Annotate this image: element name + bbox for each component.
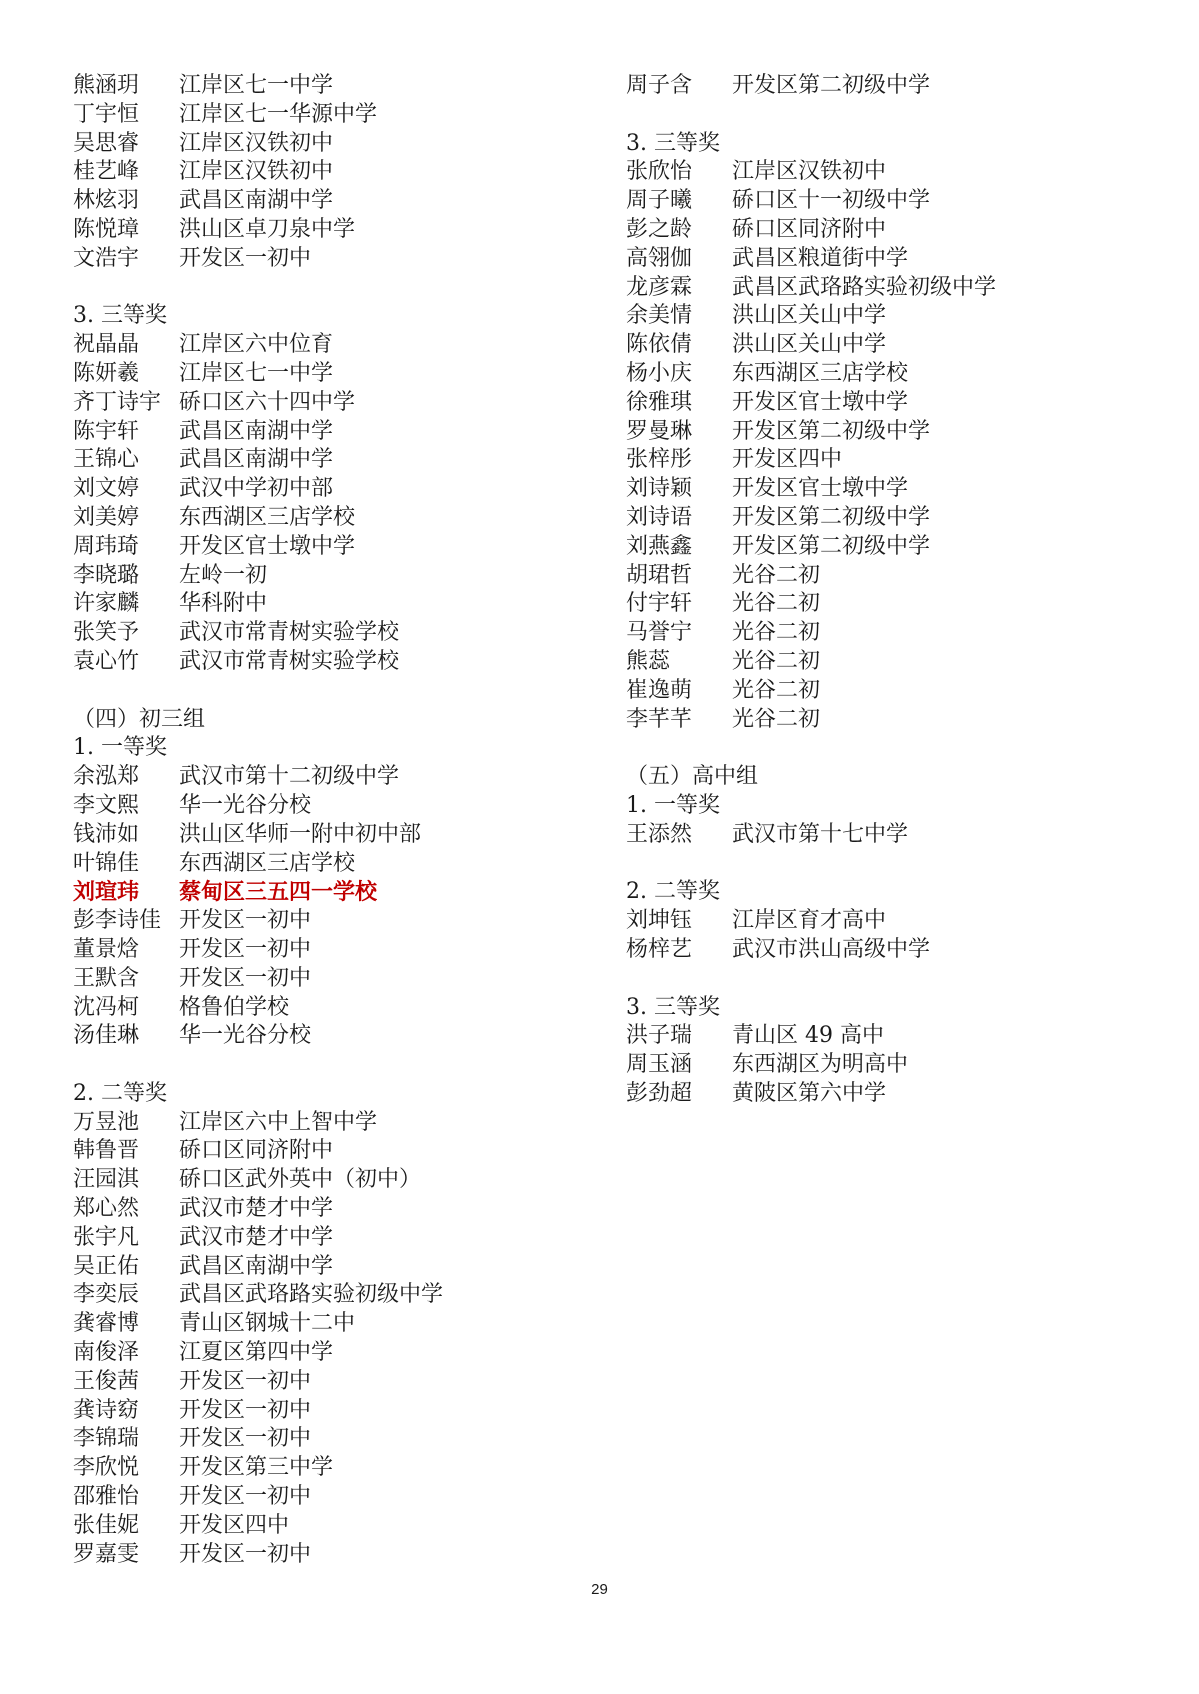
school-name: 武汉市楚才中学 — [179, 1196, 334, 1222]
student-name: 吴思睿 — [73, 130, 140, 156]
award-entry — [73, 533, 593, 562]
award-entry — [73, 1109, 593, 1138]
award-entry — [73, 850, 593, 879]
right-column — [626, 72, 1146, 1109]
school-name: 江岸区六中上智中学 — [179, 1109, 378, 1135]
student-name: 龚睿博 — [73, 1311, 140, 1337]
student-name: 陈妍羲 — [73, 360, 140, 386]
school-name: 开发区四中 — [179, 1512, 290, 1538]
award-entry — [626, 590, 1146, 619]
spacer — [73, 274, 593, 303]
school-name: 洪山区关山中学 — [732, 332, 887, 358]
section-heading: 2. 二等奖 — [626, 879, 720, 905]
student-name: 桂艺峰 — [73, 159, 140, 185]
student-name: 彭之龄 — [626, 216, 693, 242]
school-name: 开发区一初中 — [179, 1484, 312, 1510]
award-entry — [73, 1425, 593, 1454]
school-name: 武汉市楚才中学 — [179, 1224, 334, 1250]
school-name: 华科附中 — [179, 591, 268, 617]
left-column — [73, 72, 593, 1569]
school-name: 开发区第二初级中学 — [732, 73, 931, 98]
student-name: 杨小庆 — [626, 360, 693, 386]
award-entry — [626, 475, 1146, 504]
award-entry — [73, 1397, 593, 1426]
award-entry — [73, 130, 593, 159]
student-name: 马誉宁 — [626, 620, 693, 646]
student-name: 丁宇恒 — [73, 101, 140, 127]
award-entry — [73, 907, 593, 936]
school-name: 开发区一初中 — [179, 936, 312, 962]
school-name: 武汉市常青树实验学校 — [179, 620, 400, 646]
award-entry — [73, 446, 593, 475]
award-entry — [73, 331, 593, 360]
student-name: 周子曦 — [626, 188, 693, 214]
school-name: 开发区一初中 — [179, 908, 312, 934]
student-name: 袁心竹 — [73, 648, 140, 674]
award-entry — [73, 1224, 593, 1253]
school-name: 左岭一初 — [179, 562, 268, 588]
student-name: 付宇轩 — [626, 591, 693, 617]
student-name: 刘燕鑫 — [626, 533, 693, 559]
school-name: 武汉市第十二初级中学 — [179, 764, 400, 790]
student-name: 崔逸萌 — [626, 677, 693, 703]
school-name: 开发区官士墩中学 — [179, 533, 356, 559]
student-name: 徐雅琪 — [626, 389, 693, 415]
award-entry — [73, 1253, 593, 1282]
student-name: 熊涵玥 — [73, 73, 140, 98]
school-name: 黄陂区第六中学 — [732, 1080, 887, 1106]
school-name: 硚口区同济附中 — [179, 1138, 334, 1164]
award-entry — [73, 562, 593, 591]
award-entry — [626, 821, 1146, 850]
award-entry — [626, 562, 1146, 591]
school-name: 洪山区关山中学 — [732, 303, 887, 329]
section-heading: （五）高中组 — [626, 764, 759, 790]
school-name: 东西湖区三店学校 — [732, 360, 909, 386]
student-name: 吴正佑 — [73, 1253, 140, 1279]
student-name: 张梓彤 — [626, 447, 693, 473]
student-name: 陈悦璋 — [73, 216, 140, 242]
section-heading: 1. 一等奖 — [73, 735, 167, 761]
student-name: 胡珺哲 — [626, 562, 693, 588]
award-entry — [73, 1339, 593, 1368]
student-name: 陈依倩 — [626, 332, 693, 358]
award-entry — [626, 360, 1146, 389]
student-name: 张欣怡 — [626, 159, 693, 185]
school-name: 开发区一初中 — [179, 1541, 312, 1567]
award-entry — [626, 418, 1146, 447]
school-name: 硚口区十一初级中学 — [732, 188, 931, 214]
award-entry — [73, 590, 593, 619]
award-entry — [73, 1512, 593, 1541]
award-entry — [73, 101, 593, 130]
section-heading: 3. 三等奖 — [626, 994, 720, 1020]
award-entry — [626, 331, 1146, 360]
student-name: 王添然 — [626, 821, 693, 847]
section-heading: 3. 三等奖 — [73, 303, 167, 329]
school-name: 开发区第三中学 — [179, 1455, 334, 1481]
student-name: 彭劲超 — [626, 1080, 693, 1106]
award-entry — [626, 245, 1146, 274]
student-name: 钱沛如 — [73, 821, 140, 847]
section-heading: 3. 三等奖 — [626, 130, 720, 156]
student-name: 龙彦霖 — [626, 274, 693, 300]
award-entry — [73, 619, 593, 648]
school-name: 江岸区汉铁初中 — [732, 159, 887, 185]
student-name: 文浩宇 — [73, 245, 140, 271]
school-name: 开发区一初中 — [179, 1426, 312, 1452]
student-name: 沈冯柯 — [73, 994, 140, 1020]
award-entry — [626, 187, 1146, 216]
school-name: 武昌区武珞路实验初级中学 — [732, 274, 997, 300]
student-name: 李欣悦 — [73, 1455, 140, 1481]
student-name: 熊蕊 — [626, 648, 671, 674]
award-entry — [73, 360, 593, 389]
school-name: 江岸区汉铁初中 — [179, 159, 334, 185]
award-entry — [73, 936, 593, 965]
award-entry — [626, 648, 1146, 677]
school-name: 东西湖区为明高中 — [732, 1052, 909, 1078]
school-name: 武昌区武珞路实验初级中学 — [179, 1282, 444, 1308]
school-name: 光谷二初 — [732, 648, 821, 674]
school-name: 格鲁伯学校 — [179, 994, 290, 1020]
award-entry — [73, 1483, 593, 1512]
student-name: 刘坤钰 — [626, 908, 693, 934]
award-entry — [73, 1166, 593, 1195]
school-name: 武汉市常青树实验学校 — [179, 648, 400, 674]
award-entry — [626, 706, 1146, 735]
student-name: 张佳妮 — [73, 1512, 140, 1538]
student-name: 罗曼琳 — [626, 418, 693, 444]
school-name: 青山区钢城十二中 — [179, 1311, 356, 1337]
award-entry — [73, 648, 593, 677]
student-name: 刘诗颖 — [626, 476, 693, 502]
award-entry — [73, 418, 593, 447]
award-entry — [626, 302, 1146, 331]
student-name: 万昱池 — [73, 1109, 140, 1135]
school-name: 洪山区卓刀泉中学 — [179, 216, 356, 242]
school-name: 光谷二初 — [732, 706, 821, 732]
school-name: 硚口区武外英中（初中） — [179, 1167, 422, 1193]
spacer — [73, 677, 593, 706]
school-name: 江岸区育才高中 — [732, 908, 887, 934]
student-name: 汤佳琳 — [73, 1023, 140, 1049]
student-name: 汪园淇 — [73, 1167, 140, 1193]
student-name: 李晓璐 — [73, 562, 140, 588]
student-name: 刘瑄玮 — [73, 879, 140, 906]
award-entry — [626, 1051, 1146, 1080]
student-name: 王默含 — [73, 965, 140, 991]
school-name: 硚口区同济附中 — [732, 216, 887, 242]
student-name: 董景焓 — [73, 936, 140, 962]
school-name: 蔡甸区三五四一学校 — [179, 879, 378, 906]
school-name: 江岸区汉铁初中 — [179, 130, 334, 156]
award-entry — [626, 72, 1146, 101]
student-name: 韩鲁晋 — [73, 1138, 140, 1164]
student-name: 齐丁诗宇 — [73, 389, 162, 415]
award-entry — [626, 274, 1146, 303]
student-name: 王俊茜 — [73, 1368, 140, 1394]
student-name: 张宇凡 — [73, 1224, 140, 1250]
school-name: 开发区第二初级中学 — [732, 504, 931, 530]
award-entry — [73, 1195, 593, 1224]
school-name: 武昌区粮道街中学 — [732, 245, 909, 271]
school-name: 开发区一初中 — [179, 245, 312, 271]
award-entry — [626, 216, 1146, 245]
school-name: 光谷二初 — [732, 591, 821, 617]
award-entry — [73, 216, 593, 245]
student-name: 罗嘉雯 — [73, 1541, 140, 1567]
school-name: 开发区四中 — [732, 447, 843, 473]
award-entry — [73, 1368, 593, 1397]
student-name: 余泓郑 — [73, 764, 140, 790]
student-name: 陈宇轩 — [73, 418, 140, 444]
school-name: 青山区 49 高中 — [732, 1023, 884, 1049]
award-entry — [626, 907, 1146, 936]
school-name: 东西湖区三店学校 — [179, 504, 356, 530]
award-entry — [73, 245, 593, 274]
school-name: 硚口区六十四中学 — [179, 389, 356, 415]
school-name: 开发区官士墩中学 — [732, 389, 909, 415]
school-name: 江岸区六中位育 — [179, 332, 334, 358]
award-entry — [73, 72, 593, 101]
award-entry — [73, 792, 593, 821]
student-name: 周玉涵 — [626, 1052, 693, 1078]
award-entry — [73, 965, 593, 994]
student-name: 郑心然 — [73, 1196, 140, 1222]
spacer — [73, 1051, 593, 1080]
award-entry — [73, 504, 593, 533]
award-entry — [73, 821, 593, 850]
student-name: 王锦心 — [73, 447, 140, 473]
award-entry — [73, 389, 593, 418]
award-entry — [73, 1541, 593, 1570]
section-heading: 1. 一等奖 — [626, 792, 720, 818]
school-name: 江岸区七一华源中学 — [179, 101, 378, 127]
school-name: 开发区一初中 — [179, 965, 312, 991]
student-name: 南俊泽 — [73, 1340, 140, 1366]
school-name: 华一光谷分校 — [179, 792, 312, 818]
award-entry-highlighted — [73, 878, 593, 907]
school-name: 开发区一初中 — [179, 1368, 312, 1394]
student-name: 邵雅怡 — [73, 1484, 140, 1510]
school-name: 光谷二初 — [732, 562, 821, 588]
award-entry — [626, 533, 1146, 562]
award-entry — [626, 389, 1146, 418]
school-name: 东西湖区三店学校 — [179, 850, 356, 876]
school-name: 光谷二初 — [732, 677, 821, 703]
spacer — [626, 850, 1146, 879]
student-name: 刘美婷 — [73, 504, 140, 530]
student-name: 余美情 — [626, 303, 693, 329]
award-entry — [73, 187, 593, 216]
student-name: 张笑予 — [73, 620, 140, 646]
award-entry — [626, 1022, 1146, 1051]
student-name: 龚诗窈 — [73, 1397, 140, 1423]
school-name: 江岸区七一中学 — [179, 73, 334, 98]
award-entry — [73, 994, 593, 1023]
school-name: 洪山区华师一附中初中部 — [179, 821, 422, 847]
student-name: 周子含 — [626, 73, 693, 98]
school-name: 武汉中学初中部 — [179, 476, 334, 502]
school-name: 武昌区南湖中学 — [179, 447, 334, 473]
school-name: 开发区官士墩中学 — [732, 476, 909, 502]
award-entry — [626, 677, 1146, 706]
student-name: 祝晶晶 — [73, 332, 140, 358]
student-name: 李锦瑞 — [73, 1426, 140, 1452]
student-name: 叶锦佳 — [73, 850, 140, 876]
school-name: 开发区第二初级中学 — [732, 533, 931, 559]
student-name: 许家麟 — [73, 591, 140, 617]
school-name: 江岸区七一中学 — [179, 360, 334, 386]
student-name: 李奕辰 — [73, 1282, 140, 1308]
award-entry — [73, 1022, 593, 1051]
school-name: 开发区第二初级中学 — [732, 418, 931, 444]
school-name: 武昌区南湖中学 — [179, 188, 334, 214]
student-name: 刘诗语 — [626, 504, 693, 530]
school-name: 光谷二初 — [732, 620, 821, 646]
student-name: 高翎伽 — [626, 245, 693, 271]
student-name: 杨梓艺 — [626, 936, 693, 962]
section-heading: （四）初三组 — [73, 706, 206, 732]
page-number: 29 — [591, 1581, 608, 1598]
award-entry — [626, 1080, 1146, 1109]
student-name: 李文熙 — [73, 792, 140, 818]
award-entry — [73, 1310, 593, 1339]
student-name: 林炫羽 — [73, 188, 140, 214]
spacer — [626, 965, 1146, 994]
school-name: 开发区一初中 — [179, 1397, 312, 1423]
student-name: 彭李诗佳 — [73, 908, 162, 934]
spacer — [626, 734, 1146, 763]
school-name: 武汉市洪山高级中学 — [732, 936, 931, 962]
school-name: 华一光谷分校 — [179, 1023, 312, 1049]
student-name: 刘文婷 — [73, 476, 140, 502]
award-entry — [73, 158, 593, 187]
award-entry — [73, 475, 593, 504]
award-entry — [73, 1454, 593, 1483]
award-entry — [73, 1281, 593, 1310]
award-entry — [626, 504, 1146, 533]
student-name: 周玮琦 — [73, 533, 140, 559]
school-name: 江夏区第四中学 — [179, 1340, 334, 1366]
section-heading: 2. 二等奖 — [73, 1080, 167, 1106]
school-name: 武汉市第十七中学 — [732, 821, 909, 847]
award-entry — [626, 936, 1146, 965]
student-name: 洪子瑞 — [626, 1023, 693, 1049]
award-entry — [626, 619, 1146, 648]
award-entry — [626, 446, 1146, 475]
student-name: 李芊芊 — [626, 706, 693, 732]
spacer — [626, 101, 1146, 130]
school-name: 武昌区南湖中学 — [179, 418, 334, 444]
award-entry — [626, 158, 1146, 187]
award-entry — [73, 1137, 593, 1166]
school-name: 武昌区南湖中学 — [179, 1253, 334, 1279]
award-entry — [73, 763, 593, 792]
